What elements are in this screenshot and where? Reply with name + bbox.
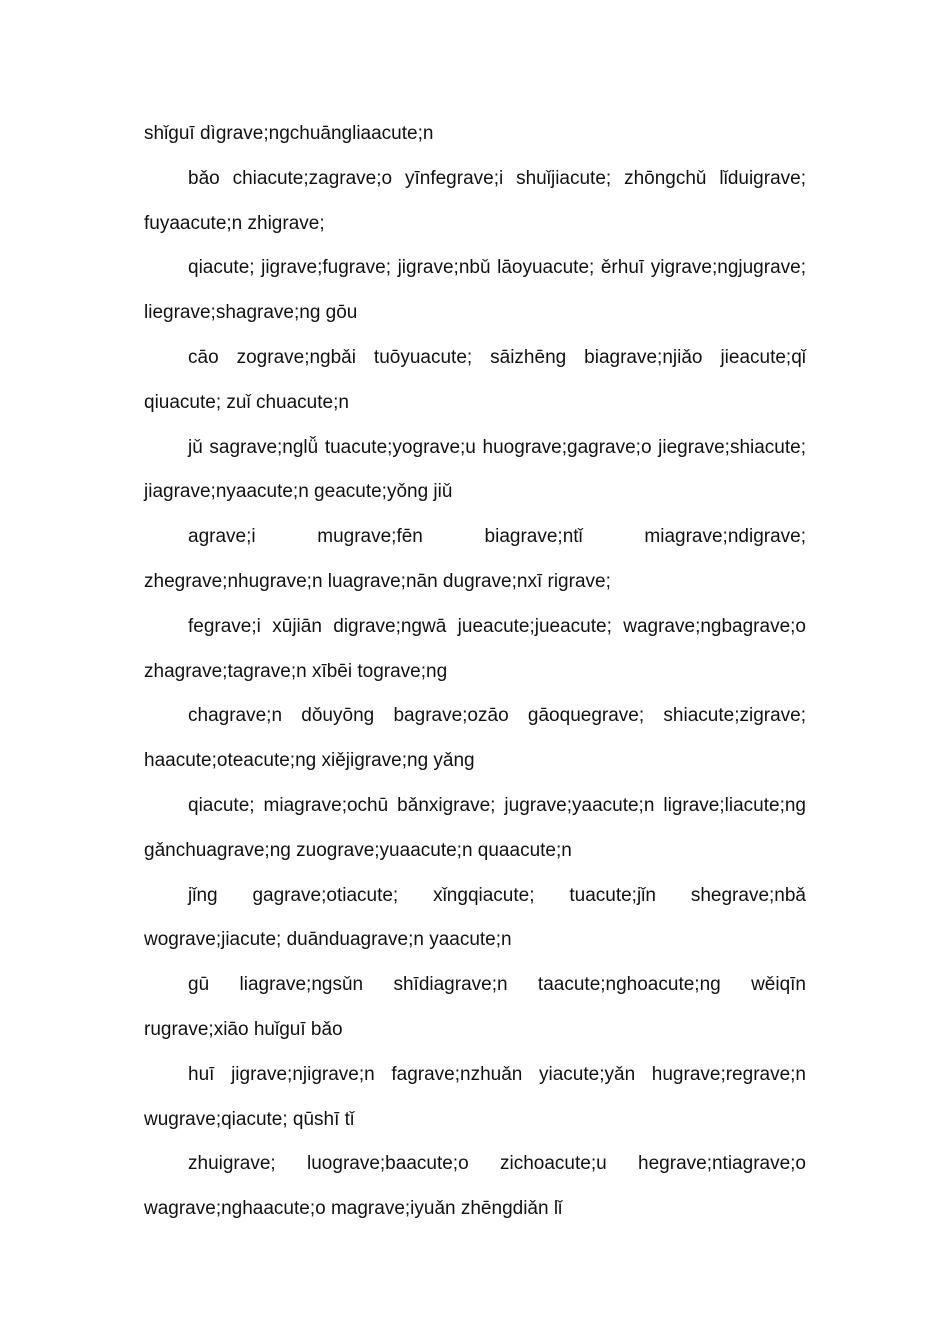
document-first-line: shǐguī dìgrave;ngchuāngliaacute;n [144, 123, 434, 144]
paragraph: qiacute; jigrave;fugrave; jigrave;nbǔ lāoyuacute; ěrhuī yigrave;ngjugrave; liegrave;shagrave;ng gōu [144, 257, 806, 324]
paragraph: cāo zograve;ngbǎi tuōyuacute; sāizhēng biagrave;njiǎo jieacute;qǐ qiuacute; zuǐ chuacute;n [144, 346, 806, 413]
paragraph: agrave;i mugrave;fēn biagrave;ntǐ miagrave;ndigrave; zhegrave;nhugrave;n luagrave;nān dugrave;nxī rigrave; [144, 526, 806, 592]
paragraph: zhuigrave; luograve;baacute;o zichoacute;u hegrave;ntiagrave;o wagrave;nghaacute;o magrave;iyuǎn zhēngdiǎn lǐ [144, 1153, 806, 1220]
paragraph: chagrave;n dǒuyōng bagrave;ozāo gāoquegrave; shiacute;zigrave; haacute;oteacute;ng xiějigrave;ng yǎng [144, 705, 806, 772]
paragraph: bǎo chiacute;zagrave;o yīnfegrave;i shuǐjiacute; zhōngchǔ lǐduigrave; fuyaacute;n zhigrave; [144, 167, 806, 234]
paragraph: jǐng gagrave;otiacute; xǐngqiacute; tuacute;jǐn shegrave;nbǎ wograve;jiacute; duānduagrave;n yaacute;n [144, 884, 806, 951]
paragraph: huī jigrave;njigrave;n fagrave;nzhuǎn yiacute;yǎn hugrave;regrave;n wugrave;qiacute; qūshī tǐ [144, 1063, 806, 1130]
paragraph: gū liagrave;ngsǔn shīdiagrave;n taacute;nghoacute;ng wěiqīn rugrave;xiāo huǐguī bǎo [144, 974, 806, 1040]
paragraph: qiacute; miagrave;ochū bǎnxigrave; jugrave;yaacute;n ligrave;liacute;ng gǎnchuagrave;ng zuograve;yuaacute;n quaacute;n [144, 794, 806, 861]
paragraph: fegrave;i xūjiān digrave;ngwā jueacute;jueacute; wagrave;ngbagrave;o zhagrave;tagrave;n xībēi tograve;ng [144, 615, 806, 682]
paragraph: jǔ sagrave;nglǚ tuacute;yograve;u huograve;gagrave;o jiegrave;shiacute; jiagrave;nyaacute;n geacute;yǒng jiǔ [144, 436, 806, 503]
document-body [144, 112, 806, 1232]
